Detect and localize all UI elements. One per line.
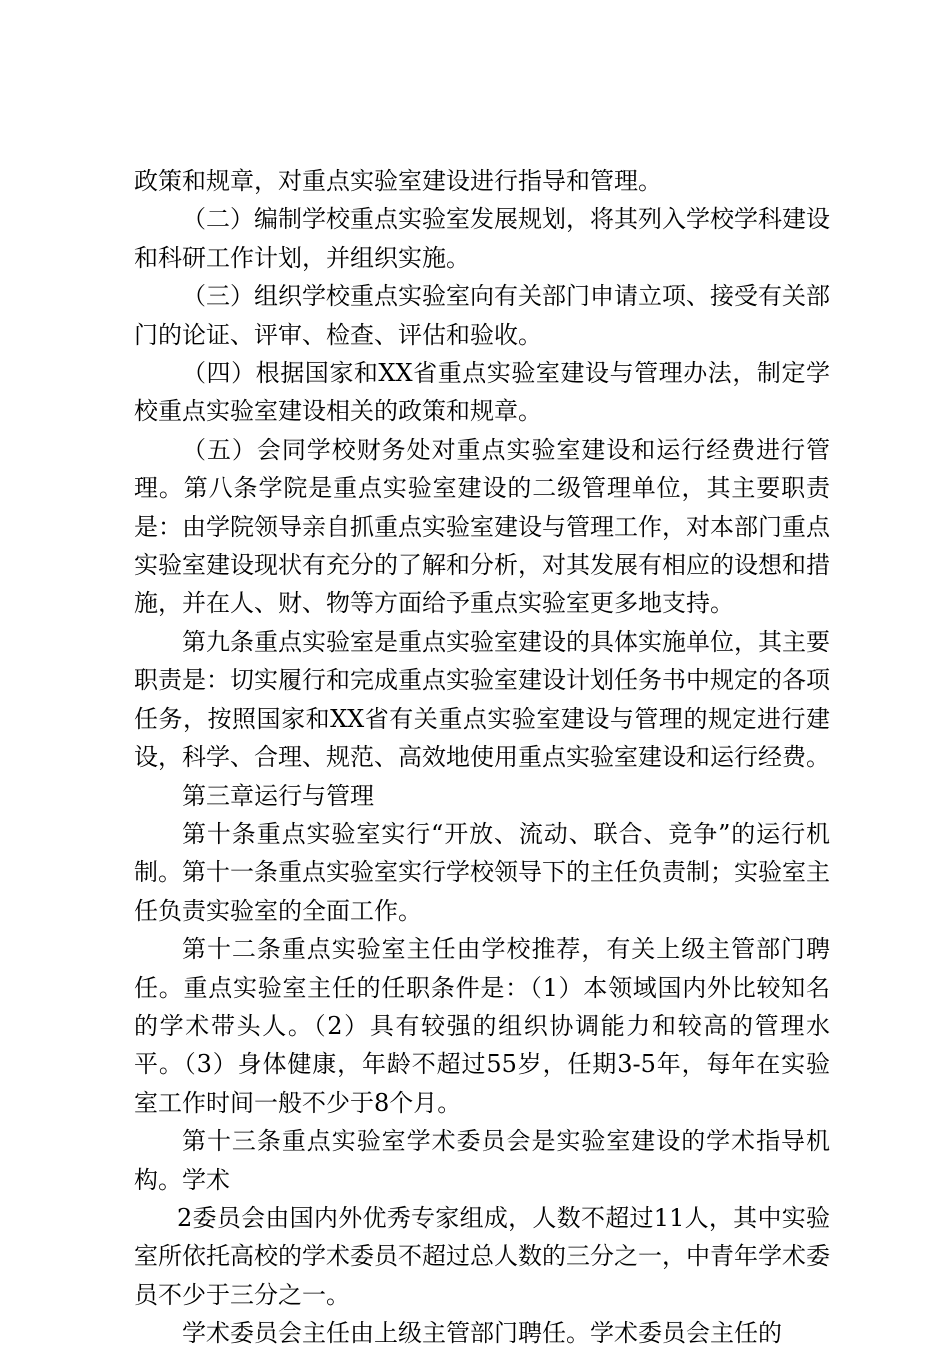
paragraph-committee-composition: 2委员会由国内外优秀专家组成，人数不超过11人，其中实验室所依托高校的学术委员不超过总人数的三分之一，中青年学术委员不少于三分之一。 xyxy=(134,1203,830,1309)
paragraph-article-10: 第十条重点实验室实行“开放、流动、联合、竞争”的运行机制。第十一条重点实验室实行学校领导下的主任负责制；实验室主任负责实验室的全面工作。 xyxy=(134,819,830,925)
chapter-heading: 第三章运行与管理 xyxy=(182,781,374,810)
paragraph-item-5: （五）会同学校财务处对重点实验室建设和运行经费进行管理。第八条学院是重点实验室建设的二级管理单位，其主要职责是：由学院领导亲自抓重点实验室建设与管理工作，对本部门重点实验室建设现状有充分的了解和分析，对其发展有相应的设想和措施，并在人、财、物等方面给予重点实验室更多地支持。 xyxy=(134,435,830,618)
paragraph-article-13: 第十三条重点实验室学术委员会是实验室建设的学术指导机构。学术 xyxy=(134,1127,830,1194)
paragraph-policy-continuation: 政策和规章，对重点实验室建设进行指导和管理。 xyxy=(134,167,662,195)
document-body xyxy=(134,162,830,1353)
paragraph-committee-director: 学术委员会主任由上级主管部门聘任。学术委员会主任的 xyxy=(182,1319,782,1348)
paragraph-item-4: （四）根据国家和XX省重点实验室建设与管理办法，制定学校重点实验室建设相关的政策和规章。 xyxy=(134,359,830,426)
paragraph-item-3: （三）组织学校重点实验室向有关部门申请立项、接受有关部门的论证、评审、检查、评估和验收。 xyxy=(134,282,830,349)
paragraph-article-12: 第十二条重点实验室主任由学校推荐，有关上级主管部门聘任。重点实验室主任的任职条件是：（1）本领域国内外比较知名的学术带头人。（2）具有较强的组织协调能力和较高的管理水平。（3）身体健康，年龄不超过55岁，任期3-5年，每年在实验室工作时间一般不少于8个月。 xyxy=(134,935,830,1117)
paragraph-article-9: 第九条重点实验室是重点实验室建设的具体实施单位，其主要职责是：切实履行和完成重点实验室建设计划任务书中规定的各项任务，按照国家和XX省有关重点实验室建设与管理的规定进行建设，科学、合理、规范、高效地使用重点实验室建设和运行经费。 xyxy=(134,627,830,772)
paragraph-item-2: （二）编制学校重点实验室发展规划，将其列入学校学科建设和科研工作计划，并组织实施。 xyxy=(134,205,830,272)
